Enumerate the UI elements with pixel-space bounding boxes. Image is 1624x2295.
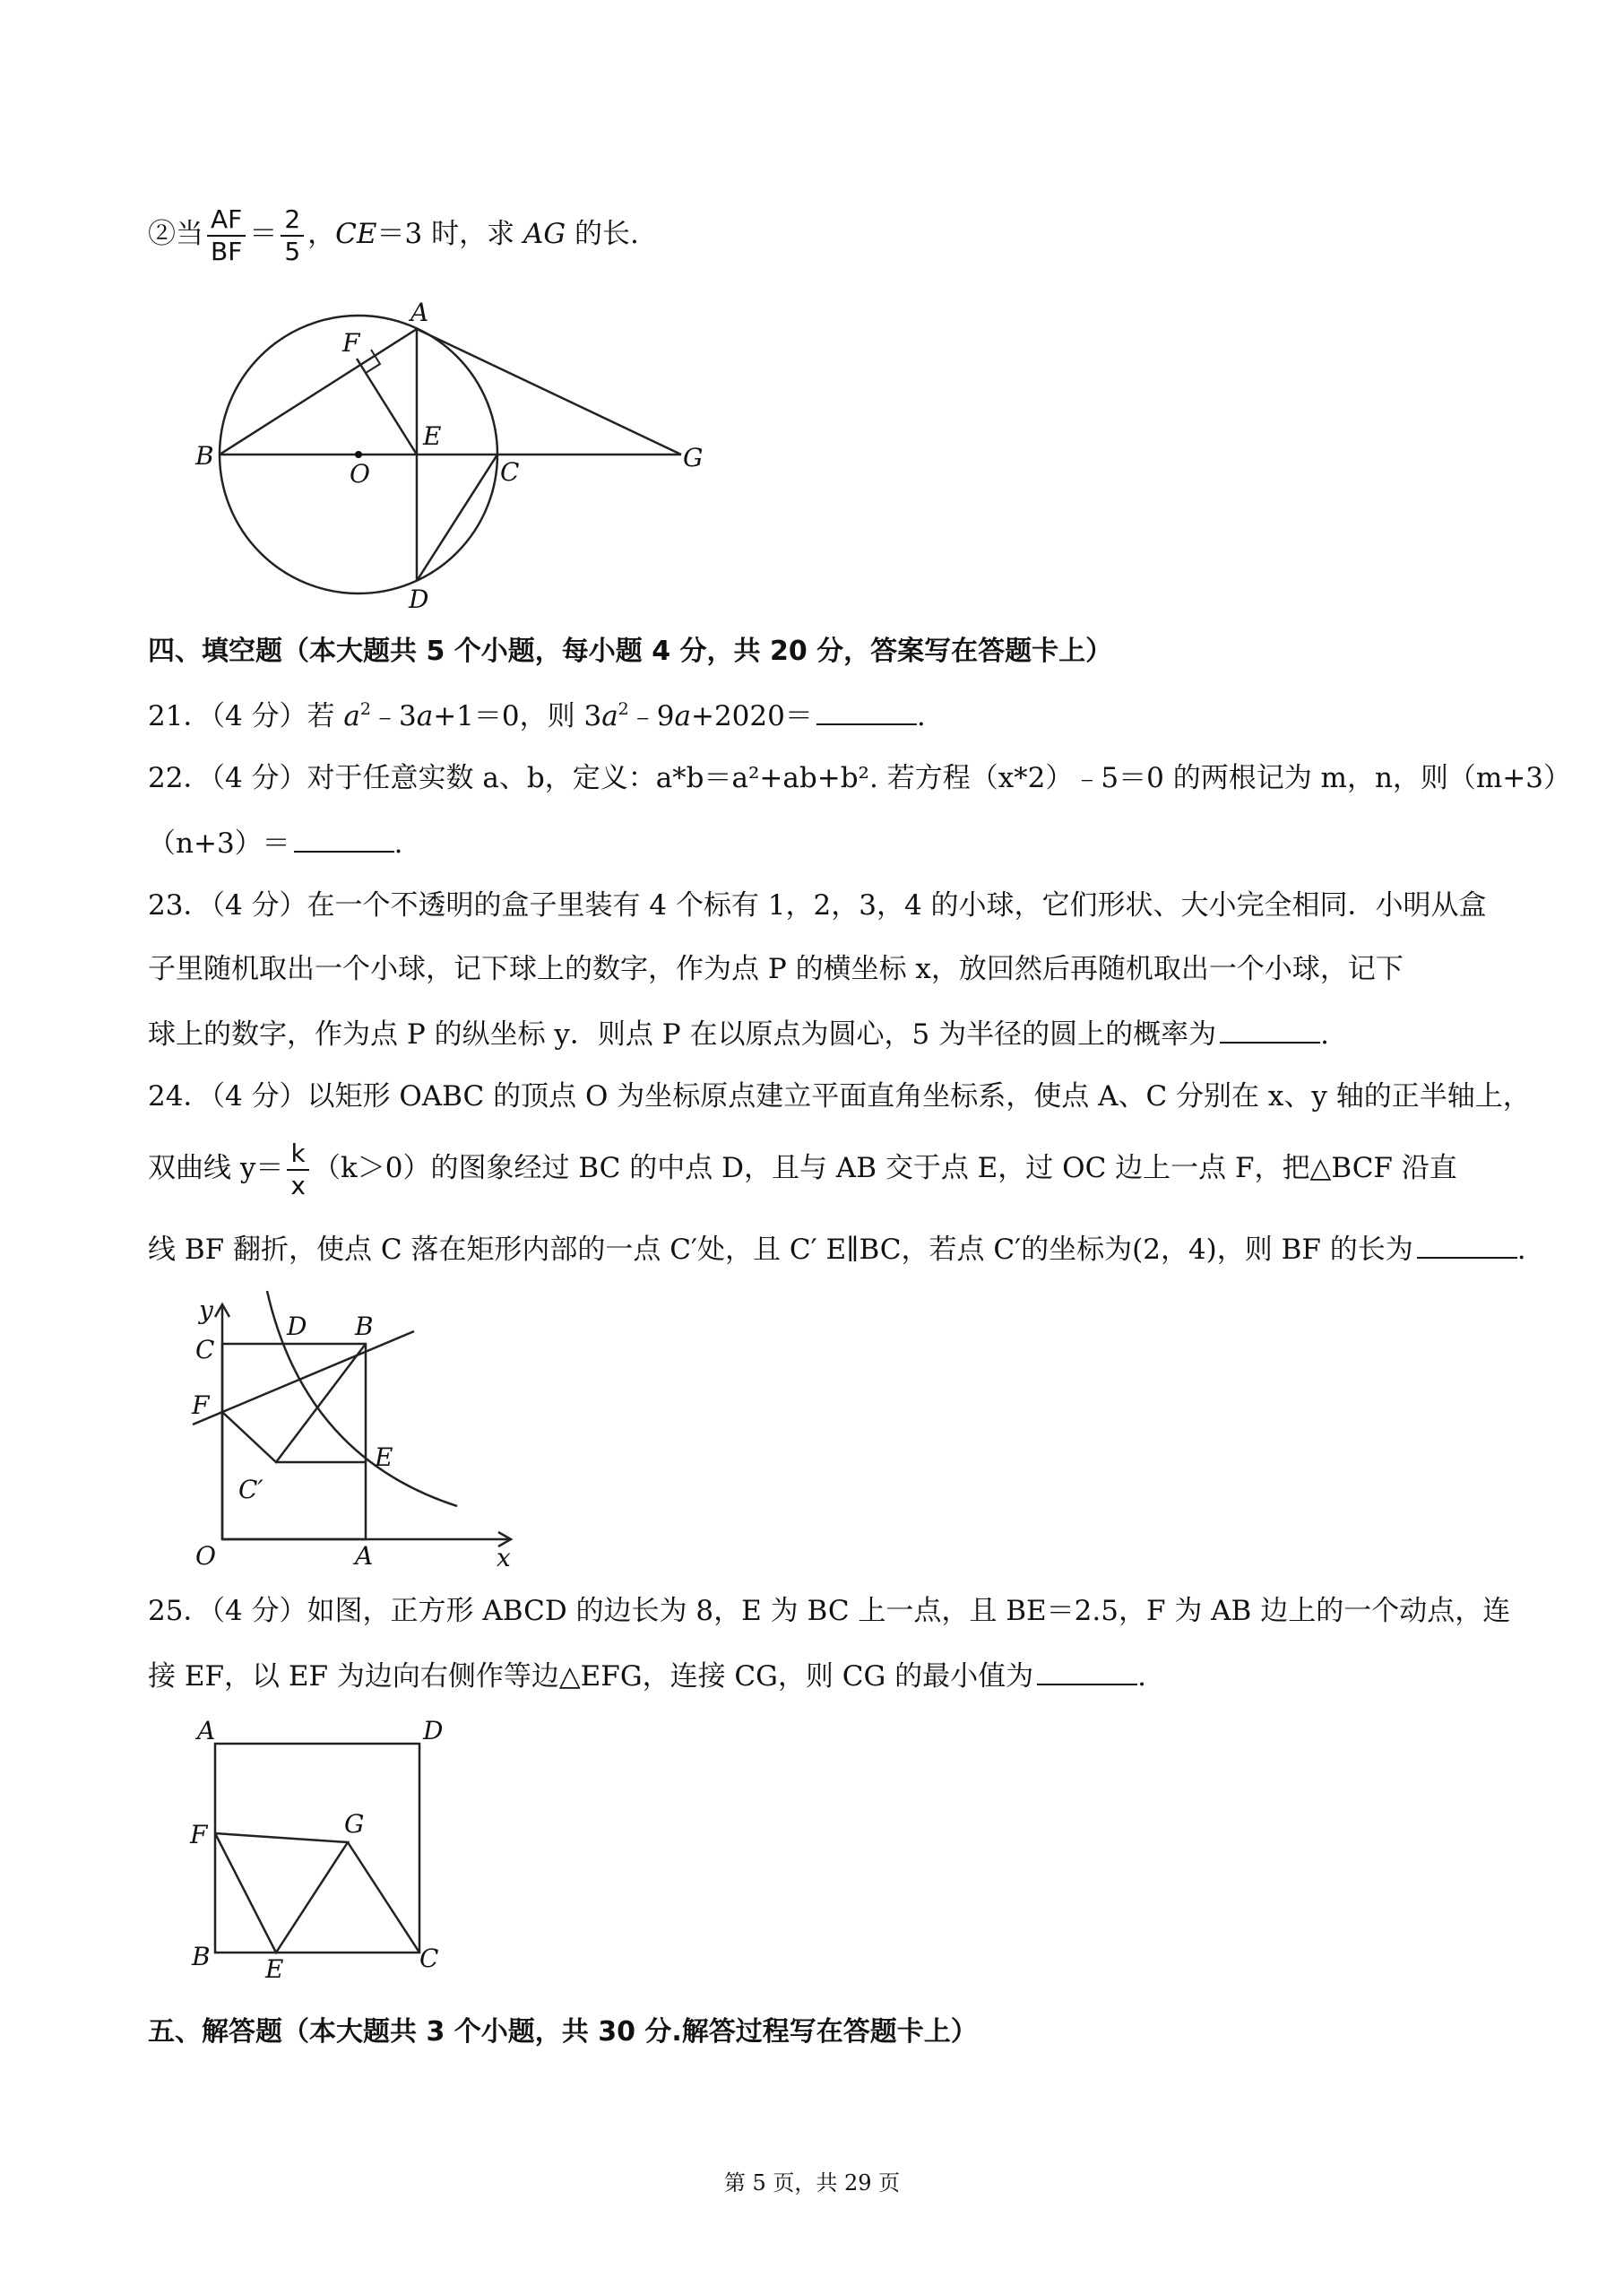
fraction-af-bf: $\frac{AF}{BF}$ [207, 204, 246, 267]
label-c-prime: C′ [238, 1475, 263, 1504]
answer-blank-23 [1220, 1013, 1320, 1044]
label-a: A [410, 298, 429, 327]
q20-part2: ②当 $\frac{AF}{BF}$ ＝ $\frac{2}{5}$ ，CE＝3 时，求 AG 的长. [148, 204, 639, 266]
question-22-line2: （n+3）＝ . [148, 822, 1476, 863]
answer-blank-24 [1417, 1228, 1517, 1259]
question-22-line1: 22．（4 分）对于任意实数 a、b，定义：a*b＝a²+ab+b². 若方程（x*2）﹣5＝0 的两根记为 m，n，则（m+3） [148, 762, 1572, 794]
label-f: F [192, 1390, 210, 1420]
label-c: C [500, 457, 520, 487]
fraction-k-x: $\frac{k}{x}$ [287, 1139, 309, 1201]
label-b: B [355, 1312, 374, 1341]
label-y-axis: y [199, 1295, 213, 1325]
label-b: B [195, 441, 214, 471]
section-4-heading: 四、填空题（本大题共 5 个小题，每小题 4 分，共 20 分，答案写在答题卡上） [148, 636, 1113, 667]
label-c: C [195, 1335, 215, 1364]
label-c: C [419, 1944, 439, 1973]
question-23-line2: 子里随机取出一个小球，记下球上的数字，作为点 P 的横坐标 x，放回然后再随机取出一个小球，记下 [148, 953, 1404, 985]
label-e: E [375, 1442, 393, 1472]
label-a: A [355, 1541, 374, 1571]
section-5-heading: 五、解答题（本大题共 3 个小题，共 30 分.解答过程写在答题卡上） [148, 2016, 978, 2048]
label-a: A [197, 1716, 216, 1745]
answer-blank-21 [816, 695, 917, 725]
label-o: O [195, 1541, 216, 1571]
coordinate-rectangle-figure [179, 1286, 538, 1573]
label-x-axis: x [497, 1543, 511, 1572]
question-25-line2: 接 EF，以 EF 为边向右侧作等边△EFG，连接 CG，则 CG 的最小值为 . [148, 1655, 1476, 1696]
fraction-2-5: $\frac{2}{5}$ [281, 204, 304, 267]
question-25-line1: 25．（4 分）如图，正方形 ABCD 的边长为 8，E 为 BC 上一点，且 BE＝2.5，F 为 AB 边上的一个动点，连 [148, 1595, 1511, 1627]
question-24-line3: 线 BF 翻折，使点 C 落在矩形内部的一点 C′处，且 C′ E∥BC，若点 C′的坐标为(2，4)，则 BF 的长为 . [148, 1228, 1476, 1269]
question-24-line2: 双曲线 y＝ $\frac{k}{x}$ （k＞0）的图象经过 BC 的中点 D，且与 AB 交于点 E，过 OC 边上一点 F，把△BCF 沿直 [148, 1138, 1457, 1200]
label-e: E [265, 1954, 284, 1981]
label-g: G [344, 1809, 365, 1839]
question-21: 21．（4 分）若 $a^2﹣3a+1=0$，则 $3a^2﹣9a+2020=$ . [148, 695, 1476, 736]
label-d: D [423, 1716, 444, 1745]
label-o: O [350, 459, 370, 489]
page-footer: 第 5 页，共 29 页 [723, 2170, 901, 2195]
label-f: F [190, 1820, 208, 1849]
label-d: D [409, 585, 429, 610]
square-triangle-figure [179, 1712, 475, 1981]
label-b: B [192, 1942, 211, 1971]
circle-geometry-figure [179, 287, 735, 610]
label-d: D [287, 1312, 307, 1341]
question-23-line3: 球上的数字，作为点 P 的纵坐标 y．则点 P 在以原点为圆心，5 为半径的圆上的概率为 . [148, 1013, 1476, 1054]
question-23-line1: 23．（4 分）在一个不透明的盒子里装有 4 个标有 1，2，3，4 的小球，它们形状、大小完全相同．小明从盒 [148, 889, 1487, 922]
label-e: E [423, 421, 442, 451]
answer-blank-22 [294, 822, 394, 853]
question-24-line1: 24．（4 分）以矩形 OABC 的顶点 O 为坐标原点建立平面直角坐标系，使点 A、C 分别在 x、y 轴的正半轴上， [148, 1080, 1531, 1113]
answer-blank-25 [1037, 1655, 1137, 1685]
label-g: G [683, 443, 704, 472]
label-f: F [342, 328, 360, 358]
